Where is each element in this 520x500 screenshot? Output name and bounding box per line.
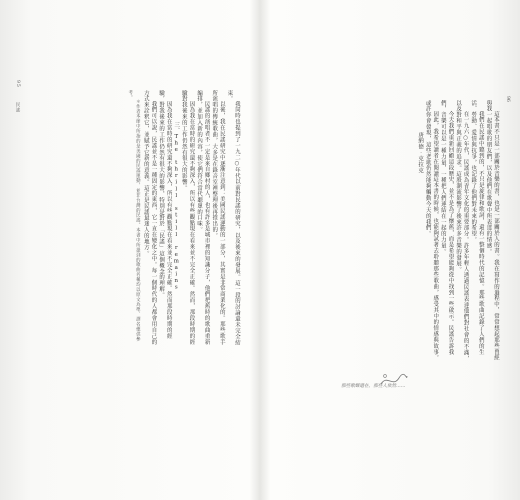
paragraph: 我們在民謠中聽到的，不只是旋律和歌詞，還有一整個時代的記憶。那些歌曲記錄了人們的生活、勞動、愛情與抗爭，也記錄了他們對未來的希望。	[470, 100, 484, 355]
paragraph: 在一九六○年代，民謠成為青年文化的重要部分。許多年輕人透過民謠表達他們對社會的不滿，以及對和平與正義的追求。這股潮流影響了後來許多音樂的發展。	[455, 100, 469, 362]
section-heading: 三、The thrill still remains	[173, 122, 180, 292]
paragraph: 以後，我在民謠研究中逐漸注意到：美國民謠運動的一部分，其實是非常商業化的。那些歌手所演唱的傳統歌曲，大多是在錄音室裡整理後再推出的。	[211, 90, 225, 345]
left-running-title: 民謠	[15, 101, 20, 114]
footnote: ＊作者本節中所指的是美國的民謠運動，並非台灣的民謠。本書中所提到的歌曲名稱均以原文為準，譯名僅供參考。	[127, 90, 141, 342]
paragraph: 因為我在當時的研究還不夠深入，所以有些觀點現在看來並不完全正確。然而那段時期的經驗，對我後來的工作仍然有很大的影響，特別是對於「民謠」這個概念的理解。	[158, 90, 172, 339]
signature: 唐納德‧克拉克	[417, 132, 424, 175]
paragraph: 因此，我希望讀者在閱讀這本書的時候，也能夠試著去聆聽那些歌曲，感受其中的情感與故事。或許你會發現，這些老歌仍然能夠觸動今天的我們。	[424, 100, 439, 361]
paragraph: 因為我在當時的研究還不夠深入，所以有些觀點現在看來並不完全正確。然而，那段時期的經驗對我後來的工作仍然有很大的影響。	[180, 90, 195, 345]
handwritten-caption: 那些歌聲還在，那些人依然……	[341, 384, 406, 389]
paragraph: 今天我們重新回顧這段歷史，並不是為了懷舊，而是希望能夠從中找到一些啟示。民謠告訴我們，音樂可以是一種力量，一種把人們連結在一起的力量。	[439, 100, 454, 355]
right-page-number: 96	[505, 96, 510, 102]
doodle-icon	[379, 370, 409, 390]
left-running-head	[14, 80, 20, 113]
paragraph: 我同時也提到了一九二○年代以前對民謠的研究，以及後來的發展。這一段的討論還未完全結束。	[226, 90, 240, 346]
right-page	[261, 0, 520, 500]
left-page-number: 95	[15, 80, 20, 88]
paragraph: 民謠的演唱者不一定是來自鄉村的人，也有許多是城市裡的知識分子，他們把舊時的歌曲重新編排，並加入新的內容，使它們符合當代聽眾的口味。	[196, 90, 210, 345]
right-body-text	[273, 100, 499, 362]
left-page	[0, 0, 259, 500]
paragraph: 這本書不只是一部關於音樂的書，也是一部關於人的書。我在寫作的過程中，常常想起那些曾經與我一起唱歌的朋友們，以及他們在歌聲中所表達的情感。	[485, 100, 499, 361]
left-body-text	[28, 90, 240, 350]
paragraph: 我們可以說，民謠並不是一種固定的東西，它一直在變化之中。每一個時代的人都會用自己的方式來詮釈它，並賦予它新的意義。這正是民謠最迷人的地方。	[142, 90, 157, 345]
